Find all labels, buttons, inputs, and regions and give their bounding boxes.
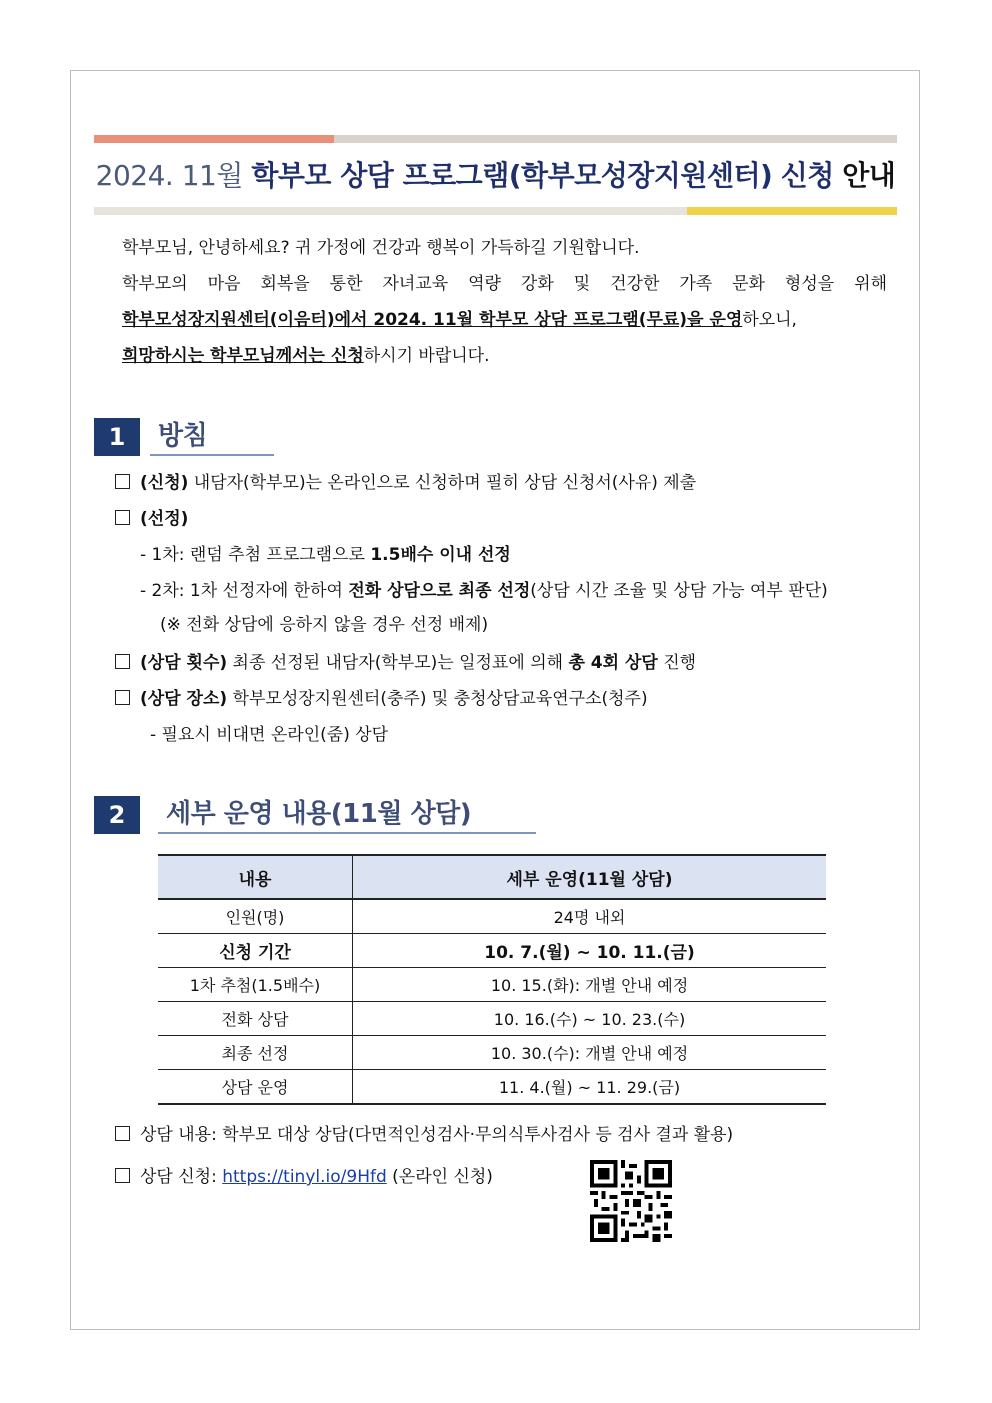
table-cell: 10. 7.(월) ~ 10. 11.(금) [353, 934, 827, 968]
table-row [158, 934, 826, 968]
intro-line-3-rest: 하오니, [742, 310, 797, 330]
table-cell: 10. 16.(수) ~ 10. 23.(수) [353, 1002, 827, 1036]
title-top-bar [94, 135, 897, 143]
checkbox-icon [115, 510, 130, 525]
checkbox-icon [115, 1168, 130, 1183]
title-notice: 안내 [842, 159, 896, 192]
schedule-table [158, 854, 826, 1105]
intro-line-1: 학부모님, 안녕하세요? 귀 가정에 건강과 행복이 가득하길 기원합니다. [122, 238, 640, 258]
table-cell: 11. 4.(월) ~ 11. 29.(금) [353, 1070, 827, 1105]
title-bottom-bar [94, 207, 897, 215]
checkbox-icon [115, 1126, 130, 1141]
checkbox-icon [115, 690, 130, 705]
table-cell: 최종 선정 [158, 1036, 353, 1070]
consult-apply: 상담 신청: https://tinyl.io/9Hfd (온라인 신청) [115, 1160, 493, 1194]
table-header-row [158, 855, 826, 899]
table-row [158, 968, 826, 1002]
table-row [158, 899, 826, 934]
intro-line-3-underlined: 학부모성장지원센터(이음터)에서 2024. 11월 학부모 상담 프로그램(무료)을 운영 [122, 310, 743, 330]
policy-round-2: - 2차: 1차 선정자에 한하여 전화 상담으로 최종 선정(상담 시간 조율 및 상담 가능 여부 판단) [140, 581, 828, 601]
intro-line-4 [122, 338, 887, 374]
policy-select: (선정) [115, 502, 188, 536]
section-1-number: 1 [94, 418, 140, 456]
document-title [94, 150, 897, 202]
title-program: 학부모 상담 프로그램(학부모성장지원센터) [251, 159, 773, 192]
qr-code-icon[interactable] [590, 1160, 672, 1242]
table-row [158, 1036, 826, 1070]
policy-place-note: - 필요시 비대면 온라인(줌) 상담 [150, 725, 389, 745]
section-1-body [115, 466, 905, 756]
table-cell: 1차 추첨(1.5배수) [158, 968, 353, 1002]
title-year-month: 2024. 11월 [95, 159, 243, 192]
table-row [158, 1002, 826, 1036]
checkbox-icon [115, 474, 130, 489]
table-cell: 24명 내외 [353, 899, 827, 934]
policy-round-1: - 1차: 랜덤 추첨 프로그램으로 1.5배수 이내 선정 [140, 545, 511, 565]
section-2-title: 세부 운영 내용(11월 상담) [158, 796, 536, 834]
table-cell: 10. 30.(수): 개별 안내 예정 [353, 1036, 827, 1070]
table-cell: 인원(명) [158, 899, 353, 934]
section-1-title: 방침 [150, 418, 274, 456]
table-header: 내용 [158, 855, 353, 899]
policy-count: (상담 횟수) 최종 선정된 내담자(학부모)는 일정표에 의해 총 4회 상담 진행 [115, 646, 696, 680]
policy-place: (상담 장소) 학부모성장지원센터(충주) 및 충청상담교육연구소(청주) [115, 682, 648, 716]
table-header: 세부 운영(11월 상담) [353, 855, 827, 899]
consult-content: 상담 내용: 학부모 대상 상담(다면적인성검사·무의식투사검사 등 검사 결과 활용) [115, 1118, 733, 1152]
checkbox-icon [115, 654, 130, 669]
intro-line-3 [122, 302, 887, 338]
table-cell: 10. 15.(화): 개별 안내 예정 [353, 968, 827, 1002]
section-1-header [94, 418, 274, 456]
table-cell: 상담 운영 [158, 1070, 353, 1105]
intro-paragraph [122, 230, 887, 374]
intro-line-4-underlined: 희망하시는 학부모님께서는 신청 [122, 346, 364, 366]
intro-line-2: 학부모의 마음 회복을 통한 자녀교육 역량 강화 및 건강한 가족 문화 형성을 위해 [122, 274, 887, 294]
section-2-footer [115, 1118, 905, 1198]
policy-round-2-note: (※ 전화 상담에 응하지 않을 경우 선정 배제) [160, 615, 489, 635]
table-cell: 신청 기간 [158, 934, 353, 968]
table-row [158, 1070, 826, 1105]
section-2-number: 2 [94, 796, 140, 834]
policy-apply: (신청) 내담자(학부모)는 온라인으로 신청하며 필히 상담 신청서(사유) 제출 [115, 466, 696, 500]
title-bottom-accent [687, 207, 897, 215]
table-cell: 전화 상담 [158, 1002, 353, 1036]
intro-line-4-rest: 하시기 바랍니다. [363, 346, 490, 366]
schedule-table-wrap [158, 854, 826, 1105]
apply-link[interactable]: https://tinyl.io/9Hfd [222, 1167, 387, 1187]
section-2-header [94, 796, 539, 834]
title-top-accent [94, 135, 334, 143]
title-apply: 신청 [780, 159, 834, 192]
